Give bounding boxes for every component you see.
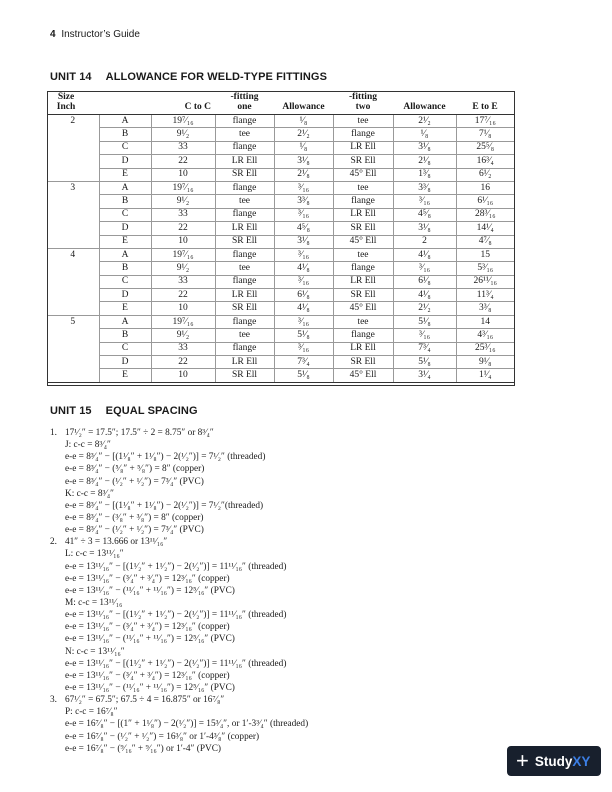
table-cell: flange xyxy=(333,128,393,141)
solution-line xyxy=(50,694,308,706)
solution-text: e-e = 8³⁄₄″ − (¹⁄₂″ + ¹⁄₂″) = 7³⁄₄″ (PVC) xyxy=(65,476,204,487)
studyxy-logo xyxy=(507,746,601,776)
table-cell: tee xyxy=(215,195,274,208)
table-cell: 6¹⁄₈ xyxy=(274,289,333,302)
table-cell: tee xyxy=(215,262,274,275)
table-cell: 25⁵⁄₈ xyxy=(456,141,514,154)
table-cell: 22 xyxy=(151,222,215,235)
solution-text: 41″ ÷ 3 = 13.666 or 13¹¹⁄₁₆″ xyxy=(65,537,168,548)
size-cell xyxy=(47,356,99,369)
table-cell: 4⁵⁄₈ xyxy=(274,222,333,235)
solution-text: e-e = 13¹¹⁄₁₆″ − (³⁄₄″ + ³⁄₄″) = 12³⁄₁₆″ (copper) xyxy=(65,670,230,681)
size-cell xyxy=(47,275,99,288)
table-cell: tee xyxy=(215,128,274,141)
table-row xyxy=(47,155,514,168)
solution-text: e-e = 8³⁄₄″ − [(1¹⁄₈″ + 1¹⁄₈″) − 2(¹⁄₂″)] = 7¹⁄₂″ (threaded) xyxy=(65,452,266,463)
table-cell: LR Ell xyxy=(333,141,393,154)
table-cell: 26¹¹⁄₁₆ xyxy=(456,275,514,288)
table-cell: 2¹⁄₂ xyxy=(393,302,456,315)
item-number: 3. xyxy=(50,695,57,706)
solution-line xyxy=(50,682,308,694)
table-cell: 9¹⁄₂ xyxy=(151,329,215,342)
table-cell: SR Ell xyxy=(333,289,393,302)
solution-text: e-e = 8³⁄₄″ − (¹⁄₂″ + ¹⁄₂″) = 7³⁄₄″ (PVC) xyxy=(65,525,204,536)
table-row xyxy=(47,168,514,181)
solution-text: e-e = 16⁷⁄₈″ − [(1″ + 1¹⁄₈″) − 2(¹⁄₂″)] = 15³⁄₄″, or 1′-3³⁄₄″ (threaded) xyxy=(65,719,309,730)
table-cell: 4³⁄₁₆ xyxy=(456,329,514,342)
page-number: 4 xyxy=(50,29,56,40)
solution-text: 17¹⁄₂″ = 17.5″; 17.5″ ÷ 2 = 8.75″ or 8³⁄₄″ xyxy=(65,428,214,438)
table-row xyxy=(47,195,514,208)
table-row xyxy=(47,275,514,288)
table-cell: ³⁄₁₆ xyxy=(274,275,333,288)
solution-text: e-e = 13¹¹⁄₁₆″ − [(1¹⁄₂″ + 1¹⁄₂″) − 2(¹⁄₂″)] = 11¹¹⁄₁₆″ (threaded) xyxy=(65,561,287,572)
solution-text: e-e = 13¹¹⁄₁₆″ − (¹¹⁄₁₆″ + ¹¹⁄₁₆″) = 12⁵⁄₁₆″ (PVC) xyxy=(65,682,235,693)
table-row xyxy=(47,356,514,369)
table-cell: B xyxy=(99,195,151,208)
solution-line xyxy=(50,476,308,488)
solution-line xyxy=(50,621,308,633)
table-cell: ¹⁄₈ xyxy=(274,141,333,154)
solution-text: P: c-c = 16⁷⁄₈″ xyxy=(65,707,118,718)
solution-line xyxy=(50,597,308,609)
size-cell xyxy=(47,262,99,275)
table-cell: LR Ell xyxy=(333,342,393,355)
table-cell: 25³⁄₁₆ xyxy=(456,342,514,355)
table-cell: ³⁄₁₆ xyxy=(393,329,456,342)
table-cell: SR Ell xyxy=(333,356,393,369)
table-cell: flange xyxy=(215,115,274,128)
solution-text: e-e = 8³⁄₄″ − (³⁄₈″ + ³⁄₈″) = 8″ (copper) xyxy=(65,512,204,523)
size-cell xyxy=(47,168,99,181)
table-cell: 14 xyxy=(456,315,514,328)
table-cell: C xyxy=(99,342,151,355)
size-cell xyxy=(47,329,99,342)
solution-line xyxy=(50,718,308,730)
table-cell: flange xyxy=(333,262,393,275)
table-cell: 7³⁄₄ xyxy=(274,356,333,369)
table-row xyxy=(47,115,514,128)
table-cell: tee xyxy=(333,315,393,328)
col-header: Allowance xyxy=(393,91,456,115)
table-cell: A xyxy=(99,248,151,261)
table-cell: E xyxy=(99,168,151,181)
table-row xyxy=(47,329,514,342)
page-header xyxy=(50,29,140,40)
solution-line xyxy=(50,585,308,597)
table-cell: ³⁄₁₆ xyxy=(274,248,333,261)
size-cell: 2 xyxy=(70,115,76,126)
table-cell: 19⁷⁄₁₆ xyxy=(151,315,215,328)
table-cell: 9¹⁄₈ xyxy=(456,356,514,369)
table-cell: 33 xyxy=(151,342,215,355)
table-cell: 4¹⁄₈ xyxy=(274,262,333,275)
table-cell: SR Ell xyxy=(333,155,393,168)
table-cell: ¹⁄₈ xyxy=(393,128,456,141)
table-cell: 16³⁄₄ xyxy=(456,155,514,168)
table-cell: ³⁄₁₆ xyxy=(274,315,333,328)
solution-text: L: c-c = 13¹¹⁄₁₆″ xyxy=(65,549,124,560)
table-cell: 10 xyxy=(151,168,215,181)
table-cell: 2¹⁄₈ xyxy=(393,155,456,168)
table-cell: LR Ell xyxy=(215,356,274,369)
table-cell: 9¹⁄₂ xyxy=(151,262,215,275)
table-cell: 33 xyxy=(151,275,215,288)
size-cell xyxy=(47,289,99,302)
table-cell: D xyxy=(99,289,151,302)
solution-line xyxy=(50,573,308,585)
table-row xyxy=(47,342,514,355)
table-cell: 11³⁄₄ xyxy=(456,289,514,302)
col-header: -fitting two xyxy=(333,91,393,115)
table-row xyxy=(47,315,514,328)
solution-text: e-e = 8³⁄₄″ − (⁵⁄₈″ + ⁵⁄₈″) = 8″ (copper) xyxy=(65,464,205,475)
table-cell: LR Ell xyxy=(215,289,274,302)
table-cell: 19⁷⁄₁₆ xyxy=(151,181,215,194)
solution-line xyxy=(50,451,308,463)
table-cell: 10 xyxy=(151,369,215,382)
table-cell: SR Ell xyxy=(215,168,274,181)
table-cell: LR Ell xyxy=(333,208,393,221)
table-cell: 4⁷⁄₈ xyxy=(456,235,514,248)
table-cell: 17⁷⁄₁₆ xyxy=(456,115,514,128)
table-cell: 5¹⁄₈ xyxy=(393,315,456,328)
table-cell: flange xyxy=(215,342,274,355)
table-cell: flange xyxy=(333,195,393,208)
table-cell: 6¹⁄₁₆ xyxy=(456,195,514,208)
table-cell: 3³⁄₈ xyxy=(393,181,456,194)
table-cell: 10 xyxy=(151,235,215,248)
table-row xyxy=(47,128,514,141)
table-cell: E xyxy=(99,235,151,248)
size-cell: 5 xyxy=(70,316,76,327)
table-row xyxy=(47,262,514,275)
table-cell: 5³⁄₁₆ xyxy=(456,262,514,275)
unit14-heading xyxy=(50,71,327,83)
table-cell: ³⁄₁₆ xyxy=(393,195,456,208)
table-cell: ¹⁄₈ xyxy=(274,115,333,128)
size-cell xyxy=(47,369,99,382)
table-cell: 4¹⁄₈ xyxy=(393,289,456,302)
solution-text: J: c-c = 8³⁄₄″ xyxy=(65,440,111,451)
solution-line xyxy=(50,706,308,718)
weld-fittings-table xyxy=(47,91,514,383)
unit14-number: UNIT 14 xyxy=(50,71,92,83)
solution-line xyxy=(50,743,308,755)
table-cell: flange xyxy=(215,248,274,261)
table-cell: B xyxy=(99,262,151,275)
solution-text: e-e = 13¹¹⁄₁₆″ − [(1¹⁄₂″ + 1¹⁄₂″) − 2(¹⁄₂″)] = 11¹¹⁄₁₆″ (threaded) xyxy=(65,610,287,621)
solution-line xyxy=(50,670,308,682)
solution-line xyxy=(50,512,308,524)
table-cell: B xyxy=(99,128,151,141)
table-cell: SR Ell xyxy=(215,369,274,382)
table-header-row xyxy=(47,91,514,115)
table-cell: LR Ell xyxy=(333,275,393,288)
table-row xyxy=(47,208,514,221)
table-cell: 4¹⁄₈ xyxy=(274,302,333,315)
table-cell: tee xyxy=(333,248,393,261)
table-cell: 3³⁄₈ xyxy=(456,302,514,315)
table-row xyxy=(47,235,514,248)
table-cell: E xyxy=(99,302,151,315)
solution-text: e-e = 8³⁄₄″ − [(1¹⁄₈″ + 1¹⁄₈″) − 2(¹⁄₂″)] = 7¹⁄₂″(threaded) xyxy=(65,500,264,511)
solution-text: e-e = 13¹¹⁄₁₆″ − (¹¹⁄₁₆″ + ¹¹⁄₁₆″) = 12⁵⁄₁₆″ (PVC) xyxy=(65,585,235,596)
table-cell: tee xyxy=(333,181,393,194)
solution-line xyxy=(50,609,308,621)
table-cell: 5¹⁄₈ xyxy=(274,329,333,342)
table-cell: 1¹⁄₄ xyxy=(456,369,514,382)
table-cell: 3¹⁄₈ xyxy=(274,235,333,248)
table-cell: LR Ell xyxy=(215,155,274,168)
solution-text: M: c-c = 13¹¹⁄₁₆ xyxy=(65,597,123,608)
table-cell: 3¹⁄₈ xyxy=(393,141,456,154)
table-cell: 2¹⁄₂ xyxy=(274,128,333,141)
table-cell: 15 xyxy=(456,248,514,261)
size-cell xyxy=(47,195,99,208)
table-cell: 5¹⁄₈ xyxy=(393,356,456,369)
solution-line xyxy=(50,500,308,512)
unit15-number: UNIT 15 xyxy=(50,405,92,417)
table-cell: LR Ell xyxy=(215,222,274,235)
table-cell: C xyxy=(99,275,151,288)
table-cell: 28³⁄₁₆ xyxy=(456,208,514,221)
table-cell: 6¹⁄₈ xyxy=(393,275,456,288)
table-cell: A xyxy=(99,315,151,328)
table-cell: B xyxy=(99,329,151,342)
unit14-title: ALLOWANCE FOR WELD-TYPE FITTINGS xyxy=(105,71,328,83)
solution-text: e-e = 13¹¹⁄₁₆″ − [(1¹⁄₂″ + 1¹⁄₂″) − 2(¹⁄₂″)] = 11¹¹⁄₁₆″ (threaded) xyxy=(65,658,287,669)
table-cell: 9¹⁄₂ xyxy=(151,195,215,208)
solution-text: e-e = 16⁷⁄₈″ − (¹⁄₂″ + ¹⁄₂″) = 16³⁄₈″ or 1′-4³⁄₈″ (copper) xyxy=(65,731,260,742)
table-cell: 3¹⁄₄ xyxy=(393,369,456,382)
solution-line xyxy=(50,439,308,451)
table-cell: A xyxy=(99,181,151,194)
table-cell: flange xyxy=(215,141,274,154)
size-cell xyxy=(47,302,99,315)
table-cell: D xyxy=(99,356,151,369)
plus-icon: + xyxy=(516,748,529,773)
table-cell: 33 xyxy=(151,141,215,154)
table-cell: 16 xyxy=(456,181,514,194)
solution-line xyxy=(50,646,308,658)
table-cell: flange xyxy=(333,329,393,342)
table-cell: 1³⁄₈ xyxy=(393,168,456,181)
unit15-heading xyxy=(50,405,198,417)
size-cell: 3 xyxy=(70,182,76,193)
table-cell: flange xyxy=(215,315,274,328)
table-cell: ³⁄₁₆ xyxy=(393,262,456,275)
table-cell: 3³⁄₈ xyxy=(274,195,333,208)
equal-spacing-solutions xyxy=(50,427,308,755)
solution-text: e-e = 16⁷⁄₈″ − (⁹⁄₁₆″ + ⁹⁄₁₆″) or 1′-4″ (PVC) xyxy=(65,743,222,754)
table-cell: 22 xyxy=(151,356,215,369)
table-row xyxy=(47,302,514,315)
table-cell: ³⁄₁₆ xyxy=(274,181,333,194)
table-cell: 45° Ell xyxy=(333,235,393,248)
table-row xyxy=(47,289,514,302)
size-cell xyxy=(47,342,99,355)
table-cell: 10 xyxy=(151,302,215,315)
solution-line xyxy=(50,488,308,500)
table-cell: C xyxy=(99,208,151,221)
size-cell xyxy=(47,155,99,168)
size-cell xyxy=(47,222,99,235)
guide-title: Instructor’s Guide xyxy=(61,29,140,40)
table-row xyxy=(47,222,514,235)
solution-line xyxy=(50,561,308,573)
solution-line xyxy=(50,427,308,439)
table-cell: 3¹⁄₈ xyxy=(393,222,456,235)
table-cell: E xyxy=(99,369,151,382)
table-cell: 7³⁄₄ xyxy=(393,342,456,355)
item-number: 2. xyxy=(50,537,57,548)
solution-text: e-e = 13¹¹⁄₁₆″ − (³⁄₄″ + ³⁄₄″) = 12³⁄₁₆″ (copper) xyxy=(65,573,230,584)
table-cell: ³⁄₁₆ xyxy=(274,208,333,221)
table-cell: SR Ell xyxy=(215,302,274,315)
solution-text: 67¹⁄₂″ = 67.5″; 67.5 ÷ 4 = 16.875″ or 16⁷⁄₈″ xyxy=(65,695,225,706)
solution-text: N: c-c = 13¹¹⁄₁₆″ xyxy=(65,646,125,657)
table-cell: flange xyxy=(215,275,274,288)
size-cell xyxy=(47,128,99,141)
table-cell: 2¹⁄₂ xyxy=(393,115,456,128)
table-cell: 5¹⁄₈ xyxy=(274,369,333,382)
table-cell: 19⁷⁄₁₆ xyxy=(151,248,215,261)
size-cell xyxy=(47,235,99,248)
table-cell: SR Ell xyxy=(215,235,274,248)
table-cell: D xyxy=(99,155,151,168)
solution-line xyxy=(50,633,308,645)
table-cell: 45° Ell xyxy=(333,369,393,382)
solution-line xyxy=(50,548,308,560)
size-cell: 4 xyxy=(70,249,76,260)
col-header xyxy=(99,91,151,115)
size-cell xyxy=(47,208,99,221)
solution-line xyxy=(50,658,308,670)
table-cell: 45° Ell xyxy=(333,302,393,315)
solution-text: K: c-c = 8³⁄₄″ xyxy=(65,488,114,499)
table-cell: SR Ell xyxy=(333,222,393,235)
table-cell: 33 xyxy=(151,208,215,221)
table-cell: D xyxy=(99,222,151,235)
table-row xyxy=(47,181,514,194)
table-cell: 4¹⁄₈ xyxy=(393,248,456,261)
logo-text: StudyXY xyxy=(534,753,591,769)
table-cell: 45° Ell xyxy=(333,168,393,181)
col-header: C to C xyxy=(151,91,215,115)
table-cell: 14¹⁄₄ xyxy=(456,222,514,235)
unit15-title: EQUAL SPACING xyxy=(105,405,198,417)
table-cell: 22 xyxy=(151,155,215,168)
col-header: Allowance xyxy=(274,91,333,115)
table-cell: 2 xyxy=(393,235,456,248)
size-cell xyxy=(47,141,99,154)
table-row xyxy=(47,141,514,154)
table-cell: 4⁵⁄₈ xyxy=(393,208,456,221)
solution-line xyxy=(50,536,308,548)
table-cell: 2¹⁄₈ xyxy=(274,168,333,181)
table-cell: 3¹⁄₈ xyxy=(274,155,333,168)
table-cell: tee xyxy=(215,329,274,342)
table-row xyxy=(47,369,514,382)
solution-text: e-e = 13¹¹⁄₁₆″ − (¹¹⁄₁₆″ + ¹¹⁄₁₆″) = 12⁵⁄₁₆″ (PVC) xyxy=(65,634,235,645)
table-row xyxy=(47,248,514,261)
solution-line xyxy=(50,463,308,475)
table-cell: ³⁄₁₆ xyxy=(274,342,333,355)
table-cell: flange xyxy=(215,181,274,194)
table-cell: 19⁷⁄₁₆ xyxy=(151,115,215,128)
col-header: Size Inch xyxy=(47,91,99,115)
table-cell: tee xyxy=(333,115,393,128)
table-cell: 7¹⁄₈ xyxy=(456,128,514,141)
col-header: E to E xyxy=(456,91,514,115)
item-number: 1. xyxy=(50,428,57,438)
solution-text: e-e = 13¹¹⁄₁₆″ − (³⁄₄″ + ³⁄₄″) = 12³⁄₁₆″ (copper) xyxy=(65,622,230,633)
solution-line xyxy=(50,524,308,536)
table-cell: 22 xyxy=(151,289,215,302)
table-cell: C xyxy=(99,141,151,154)
table-cell: A xyxy=(99,115,151,128)
table-cell: flange xyxy=(215,208,274,221)
col-header: -fitting one xyxy=(215,91,274,115)
table-cell: 9¹⁄₂ xyxy=(151,128,215,141)
solution-line xyxy=(50,731,308,743)
table-cell: 6¹⁄₂ xyxy=(456,168,514,181)
